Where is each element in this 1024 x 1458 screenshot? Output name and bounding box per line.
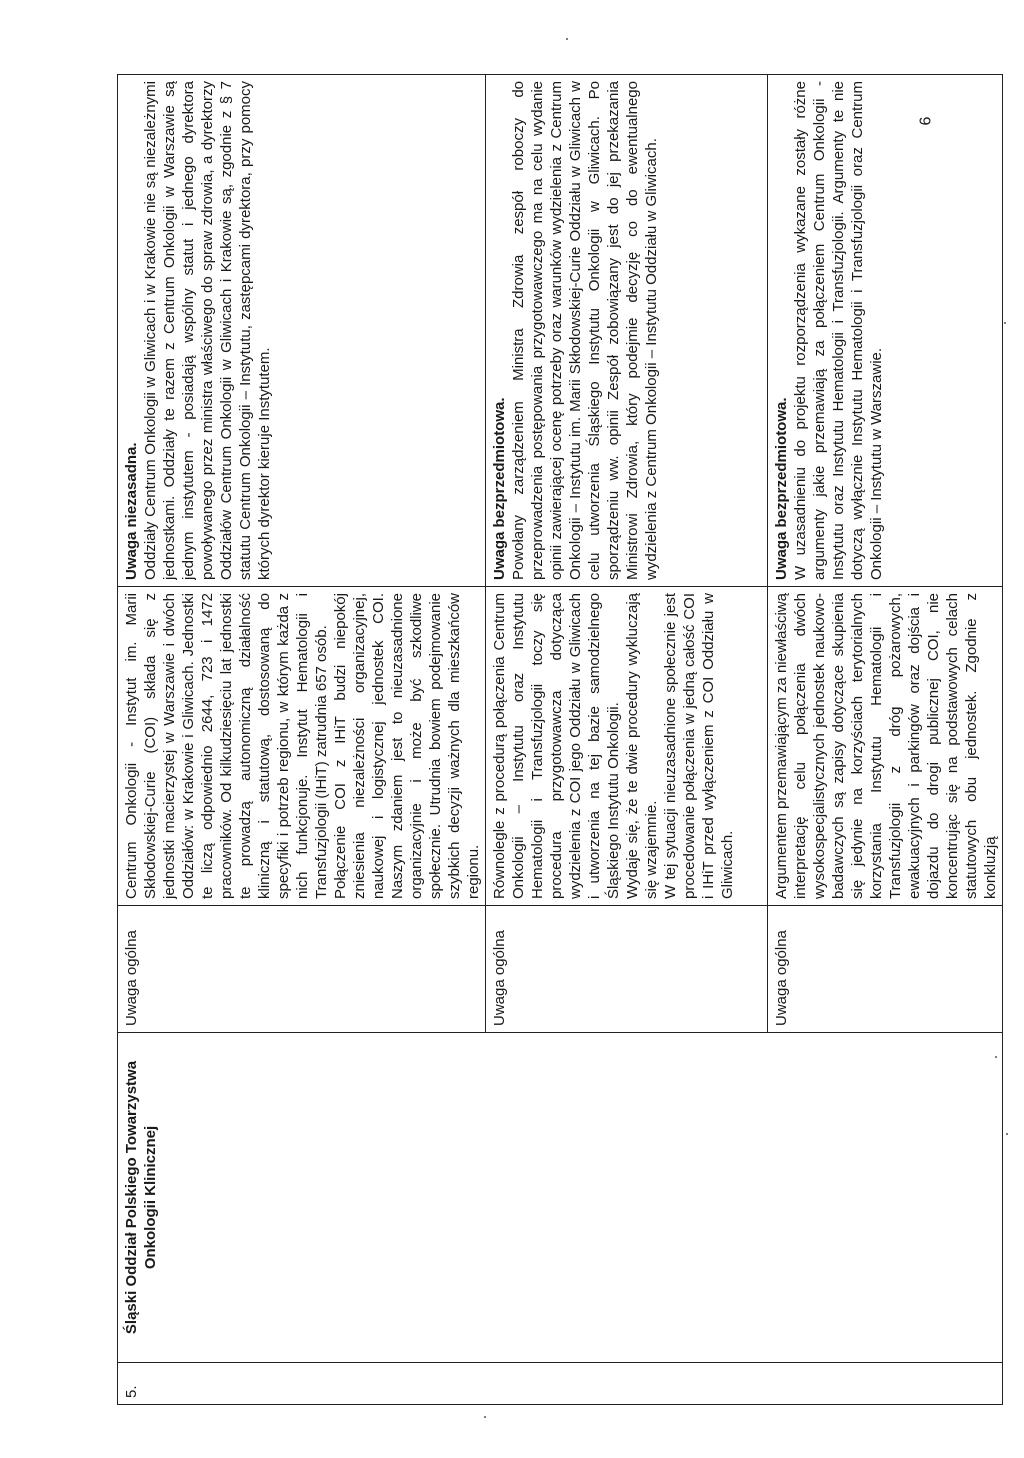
page-number: 6 <box>917 116 935 126</box>
row-number: 5. <box>118 1363 1003 1405</box>
remark-comment <box>118 587 486 906</box>
scan-speck <box>484 1416 486 1418</box>
remark-type: Uwaga ogólna <box>768 906 1003 1033</box>
response-heading: Uwaga bezprzedmiotowa. <box>491 397 508 580</box>
remarks-table <box>117 74 1003 1405</box>
remark-response <box>486 75 768 587</box>
remark-comment <box>486 587 768 906</box>
comment-paragraph: Wydaje się, że te dwie procedury wykluczają się wzajemnie. <box>624 593 660 899</box>
remark-comment <box>768 587 1003 906</box>
response-text: Oddziały Centrum Onkologii w Gliwicach i w Krakowie nie są niezależnymi jednostkami. Oddziały te razem z Centrum Onkologii w Warszawie są jednym instytutem - posiadają wspólny statut i jednego dyrektora powoływanego przez ministra właściwego do spraw zdrowia, a dyrektorzy Oddziałów Centrum Onkologii w Gliwicach i Krakowie są, zgodnie z § 7 statutu Centrum Onkologii – Instytutu, zastępcami dyrektora, przy pomocy których dyrektor kieruje Instytutem. <box>142 81 273 580</box>
remark-response <box>118 75 486 587</box>
comment-paragraph: Równolegle z procedurą połączenia Centrum Onkologii – Instytutu oraz Instytutu Hematologii i Transfuzjologii toczy się procedura przygotowawcza dotycząca wydzielenia z COI jego Oddziału w Gliwicach i utworzenia na tej bazie samodzielnego Śląskiego Instytutu Onkologii. <box>491 593 622 899</box>
comment-paragraph: W tej sytuacji nieuzasadnione społecznie jest procedowanie połączenia w jedną całość COI i IHiT przed wyłączeniem z COI Oddziału w Gliwicach. <box>662 593 736 899</box>
response-text: Powołany zarządzeniem Ministra Zdrowia zespół roboczy do przeprowadzenia postępowania przygotowawczego ma na celu wydanie opinii zawierającej ocenę potrzeby oraz warunków wydzielenia z Centrum Onkologii – Instytutu im. Marii Skłodowskiej-Curie Oddziału w Gliwicach w celu utworzenia Śląskiego Instytutu Onkologii w Gliwicach. Po sporządzeniu ww. opinii Zespół zobowiązany jest do jej przekazania Ministrowi Zdrowia, który podejmie decyzję co do ewentualnego wydzielenia z Centrum Onkologii – Instytutu Oddziału w Gliwicach. <box>510 81 660 580</box>
response-text: W uzasadnieniu do projektu rozporządzenia wykazane zostały różne argumenty jakie przemawiają za połączeniem Centrum Onkologii - Instytutu oraz Instytutu Hematologii i Transfuzjologii. Argumenty te nie dotyczą wyłącznie Instytutu Hematologii i Transfuzjologii oraz Centrum Onkologii – Instytutu w Warszawie. <box>792 81 885 580</box>
organization-name: Śląski Oddział Polskiego Towarzystwa Onkologii Klinicznej <box>118 1033 1003 1363</box>
comment-paragraph: Połączenie COI z IHiT budzi niepokój zniesienia niezależności organizacyjnej, naukowej i logistycznej jednostek COI. Naszym zdaniem jest to nieuzasadnione organizacyjnie i może być szkodliwe społecznie. Utrudnia bowiem podejmowanie szybkich decyzji ważnych dla mieszkańców regionu. <box>332 593 482 899</box>
remark-response <box>768 75 1003 587</box>
scan-speck <box>566 38 568 40</box>
response-heading: Uwaga niezasadna. <box>123 442 140 580</box>
response-heading: Uwaga bezprzedmiotowa. <box>773 397 790 580</box>
comment-paragraph: Argumentem przemawiającym za niewłaściwą interpretację celu połączenia dwóch wysokospecjalistycznych jednostek naukowo-badawczych są zapisy dotyczące skupienia się jedynie na korzyściach terytorialnych korzystania Instytutu Hematologii i Transfuzjologii z dróg pożarowych, ewakuacyjnych i parkingów oraz dojścia i dojazdu do drogi publicznej COI, nie koncentrując się na podstawowych celach statutowych obu jednostek. Zgodnie z konkluzją <box>773 593 999 899</box>
remark-type: Uwaga ogólna <box>486 906 768 1033</box>
remark-type: Uwaga ogólna <box>118 906 486 1033</box>
scan-speck <box>1006 1133 1008 1135</box>
table-row <box>118 75 486 1405</box>
rotated-table-sheet <box>117 75 999 1405</box>
scan-speck <box>995 1056 997 1058</box>
comment-paragraph: Centrum Onkologii - Instytut im. Marii Skłodowskiej-Curie (COI) składa się z jednostki macierzystej w Warszawie i dwóch Oddziałów: w Krakowie i Gliwicach. Jednostki te liczą odpowiednio 2644, 723 i 1472 pracowników. Od kilkudziesięciu lat jednostki te prowadzą autonomiczną działalność kliniczną i statutową, dostosowaną do specyfiki i potrzeb regionu, w którym każda z nich funkcjonuje. Instytut Hematologii i Transfuzjologii (IHiT) zatrudnia 657 osób. <box>123 593 330 899</box>
scan-speck <box>1004 322 1006 324</box>
